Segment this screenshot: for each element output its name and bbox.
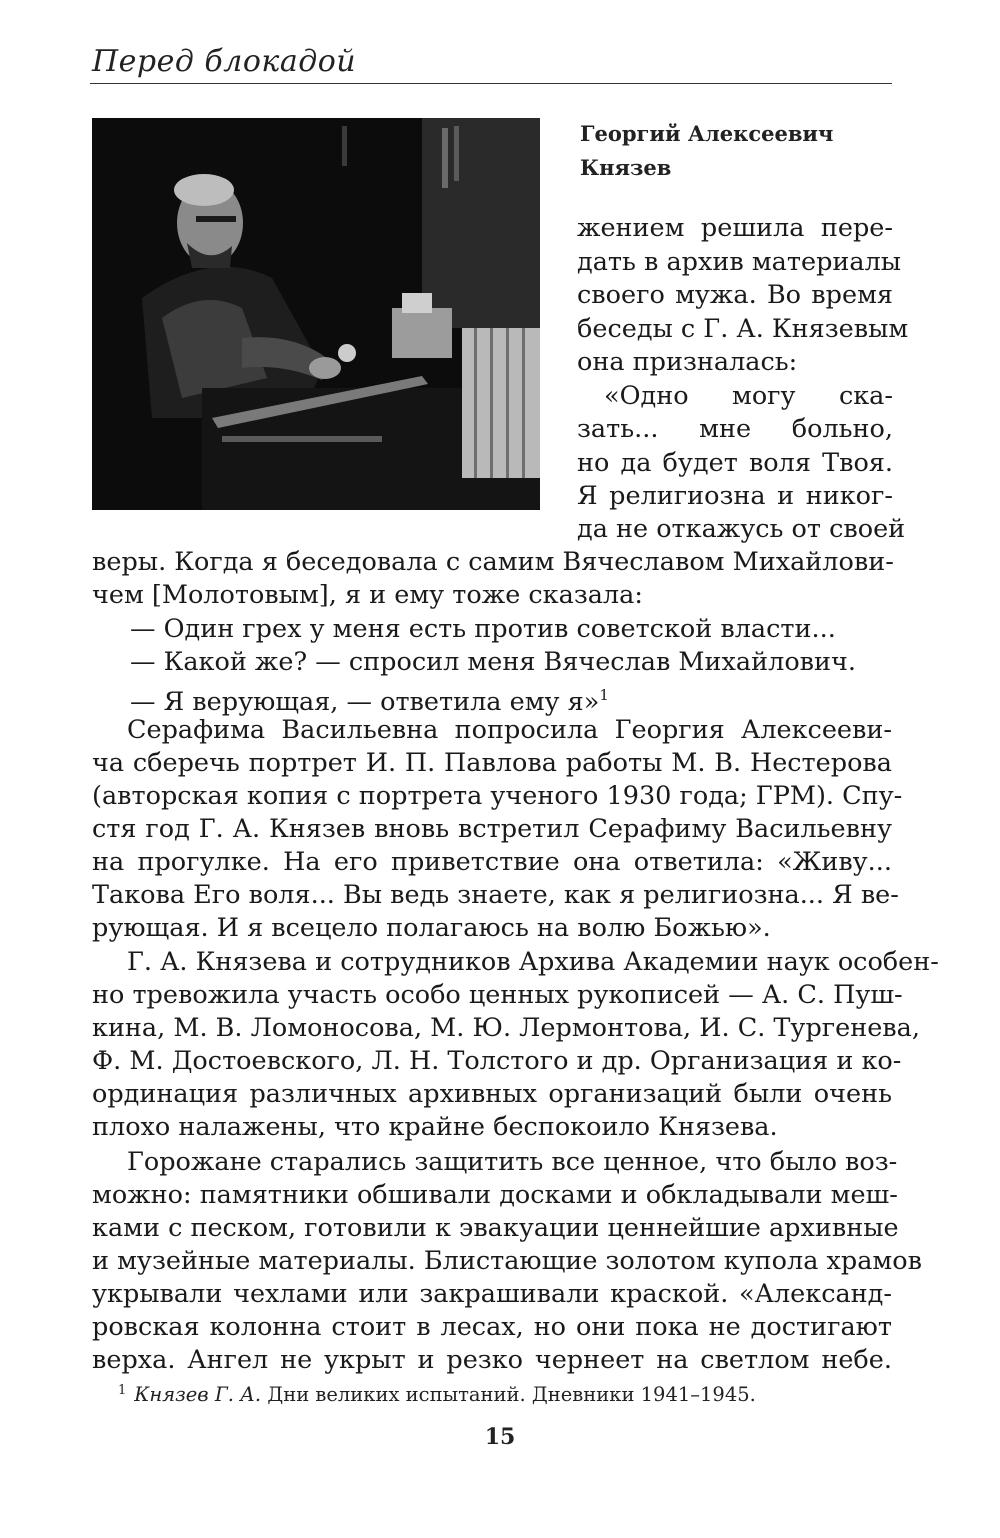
text-line: но тревожила участь особо ценных рукописей — А. С. Пуш- bbox=[92, 980, 903, 1010]
text-line: (авторская копия с портрета ученого 1930 года; ГРМ). Спу- bbox=[92, 781, 903, 811]
text-line: чем [Молотовым], я и ему тоже сказала: bbox=[92, 580, 643, 610]
text-line: верха. Ангел не укрыт и резко чернеет на светлом небе. bbox=[92, 1345, 892, 1375]
text-line: Горожане старались защитить все ценное, что было воз- bbox=[127, 1147, 898, 1177]
text-line: ординация различных архивных организаций были очень bbox=[92, 1079, 892, 1109]
text-line: дать в архив материалы bbox=[577, 247, 902, 277]
footnote-marker: 1 bbox=[599, 686, 609, 704]
text-line: можно: памятники обшивали досками и обкладывали меш- bbox=[92, 1180, 898, 1210]
footnote-author: Князев Г. А. bbox=[134, 1383, 262, 1406]
text-line: жением решила пере- bbox=[577, 213, 893, 243]
footnote-text: Дни великих испытаний. Дневники 1941–1945. bbox=[267, 1383, 756, 1406]
text-line: Г. А. Князева и сотрудников Архива Академии наук особен- bbox=[127, 947, 939, 977]
text-line: да не откажусь от своей bbox=[577, 514, 906, 544]
page-number: 15 bbox=[484, 1424, 516, 1450]
text-line: — Какой же? — спросил меня Вячеслав Михайлович. bbox=[130, 647, 856, 677]
text-line: Ф. М. Достоевского, Л. Н. Толстого и др. Организация и ко- bbox=[92, 1046, 902, 1076]
text-line: «Одно могу ска- bbox=[604, 381, 893, 411]
text-line: ками с песком, готовили к эвакуации ценнейшие архивные bbox=[92, 1213, 899, 1243]
text-line: стя год Г. А. Князев вновь встретил Серафиму Васильевну bbox=[92, 814, 892, 844]
text-line: она призналась: bbox=[577, 347, 798, 377]
portrait-photo bbox=[92, 118, 540, 510]
text-line: но да будет воля Твоя. bbox=[577, 448, 893, 478]
footnote-number: 1 bbox=[118, 1383, 127, 1398]
text-line: Такова Его воля... Вы ведь знаете, как я религиозна... Я ве- bbox=[92, 880, 899, 910]
text-line: беседы с Г. А. Князевым bbox=[577, 314, 909, 344]
text-line: — Один грех у меня есть против советской власти... bbox=[130, 614, 836, 644]
text-line: и музейные материалы. Блистающие золотом купола храмов bbox=[92, 1246, 922, 1276]
text-line: Я религиозна и никог- bbox=[577, 481, 893, 511]
text-line: Серафима Васильевна попросила Георгия Алексееви- bbox=[127, 715, 892, 745]
caption-line: Князев bbox=[580, 155, 672, 180]
text-line: зать... мне больно, bbox=[577, 414, 893, 444]
text-line: на прогулке. На его приветствие она ответила: «Живу... bbox=[92, 847, 892, 877]
footnote bbox=[118, 1383, 756, 1406]
text-line: ча сберечь портрет И. П. Павлова работы М. В. Нестерова bbox=[92, 748, 892, 778]
text-line: веры. Когда я беседовала с самим Вячеславом Михайлови- bbox=[92, 547, 894, 577]
header-rule bbox=[90, 83, 892, 84]
running-title: Перед блокадой bbox=[92, 44, 357, 79]
text-line: своего мужа. Во время bbox=[577, 280, 893, 310]
caption-line: Георгий Алексеевич bbox=[580, 121, 834, 146]
text-line: рующая. И я всецело полагаюсь на волю Божью». bbox=[92, 913, 771, 943]
text-line: — Я верующая, — ответила ему я» bbox=[130, 687, 600, 717]
text-line: кина, М. В. Ломоносова, М. Ю. Лермонтова, И. С. Тургенева, bbox=[92, 1013, 920, 1043]
text-line: ровская колонна стоит в лесах, но они пока не достигают bbox=[92, 1312, 892, 1342]
text-line: укрывали чехлами или закрашивали краской. «Александ- bbox=[92, 1279, 892, 1309]
photo-caption bbox=[580, 117, 880, 185]
dialogue-line bbox=[130, 679, 609, 717]
text-line: плохо налажены, что крайне беспокоило Князева. bbox=[92, 1112, 778, 1142]
